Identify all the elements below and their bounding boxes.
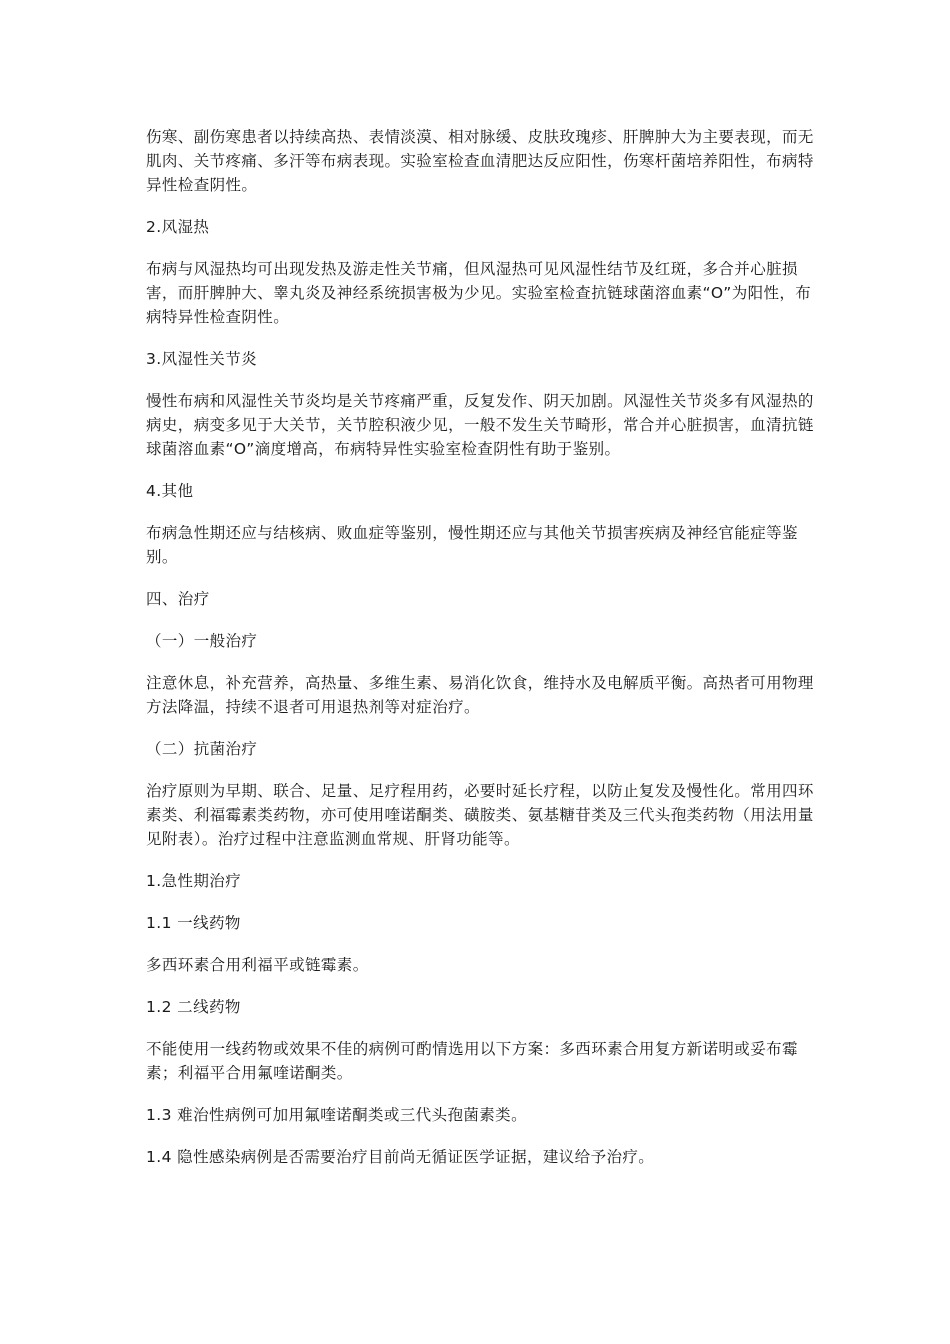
heading-acute-phase: 1.急性期治疗 xyxy=(146,872,242,890)
first-line-paragraph: 多西环素合用利福平或链霉素。 xyxy=(146,956,369,974)
heading-treatment: 四、治疗 xyxy=(146,590,210,608)
heading-second-line: 1.2 二线药物 xyxy=(146,998,241,1016)
heading-general-treatment: （一）一般治疗 xyxy=(146,632,258,650)
typhoid-paragraph: 伤寒、副伤寒患者以持续高热、表情淡漠、相对脉缓、皮肤玫瑰疹、肝脾肿大为主要表现，而无肌肉、关节疼痛、多汗等布病表现。实验室检查血清肥达反应阳性，伤寒杆菌培养阳性，布病特异性检查阴性。 xyxy=(146,128,814,194)
rheumatic-fever-paragraph: 布病与风湿热均可出现发热及游走性关节痛，但风湿热可见风湿性结节及红斑，多合并心脏损害，而肝脾肿大、睾丸炎及神经系统损害极为少见。实验室检查抗链球菌溶血素“O”为阳性，布病特异性检查阴性。 xyxy=(146,260,812,326)
heading-antibacterial-treatment: （二）抗菌治疗 xyxy=(146,740,258,758)
heading-rheumatoid-arthritis: 3.风湿性关节炎 xyxy=(146,350,257,368)
antibacterial-treatment-paragraph: 治疗原则为早期、联合、足量、足疗程用药，必要时延长疗程，以防止复发及慢性化。常用四环素类、利福霉素类药物，亦可使用喹诺酮类、磺胺类、氨基糖苷类及三代头孢类药物（用法用量见附表）。治疗过程中注意监测血常规、肝肾功能等。 xyxy=(146,782,814,848)
general-treatment-paragraph: 注意休息，补充营养，高热量、多维生素、易消化饮食，维持水及电解质平衡。高热者可用物理方法降温，持续不退者可用退热剂等对症治疗。 xyxy=(146,674,814,716)
second-line-paragraph: 不能使用一线药物或效果不佳的病例可酌情选用以下方案：多西环素合用复方新诺明或妥布霉素；利福平合用氟喹诺酮类。 xyxy=(146,1040,798,1082)
latent-infection-paragraph: 1.4 隐性感染病例是否需要治疗目前尚无循证医学证据，建议给予治疗。 xyxy=(146,1148,655,1166)
heading-rheumatic-fever: 2.风湿热 xyxy=(146,218,210,236)
heading-other: 4.其他 xyxy=(146,482,194,500)
document-body xyxy=(146,125,814,1169)
refractory-paragraph: 1.3 难治性病例可加用氟喹诺酮类或三代头孢菌素类。 xyxy=(146,1106,527,1124)
rheumatoid-arthritis-paragraph: 慢性布病和风湿性关节炎均是关节疼痛严重，反复发作、阴天加剧。风湿性关节炎多有风湿热的病史，病变多见于大关节，关节腔积液少见，一般不发生关节畸形，常合并心脏损害，血清抗链球菌溶血素“O”滴度增高，布病特异性实验室检查阴性有助于鉴别。 xyxy=(146,392,814,458)
heading-first-line: 1.1 一线药物 xyxy=(146,914,241,932)
other-paragraph: 布病急性期还应与结核病、败血症等鉴别，慢性期还应与其他关节损害疾病及神经官能症等鉴别。 xyxy=(146,524,798,566)
